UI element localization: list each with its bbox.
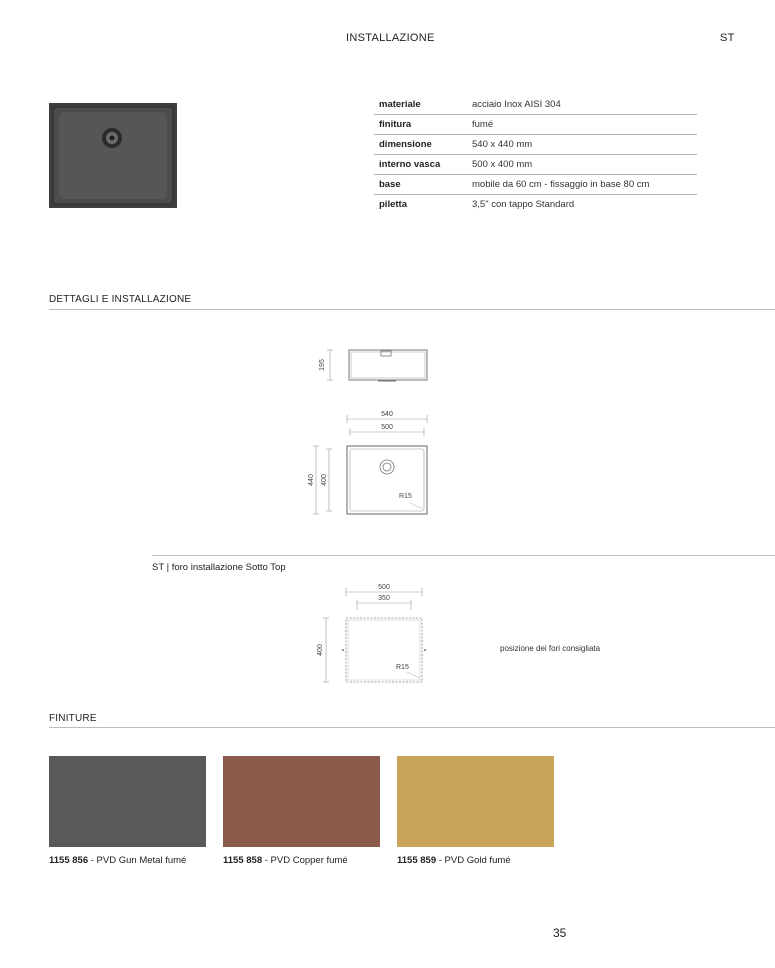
page-header-title: INSTALLAZIONE [346,32,435,44]
spec-value: fumé [472,115,697,135]
finish-name: - PVD Gun Metal fumé [88,855,187,866]
finish-name: - PVD Copper fumé [262,855,348,866]
cutout-note: posizione dei fori consigliata [500,644,601,653]
finish-name: - PVD Gold fumé [436,855,511,866]
finish-code: 1155 856 [49,855,89,866]
cutout-hole-spacing-label: 350 [378,595,390,602]
spec-row [374,155,697,175]
finish-label [397,855,511,866]
spec-row [374,95,697,115]
top-inner-width-label: 500 [381,424,393,431]
finish-swatch-gold [397,756,554,847]
spec-key: interno vasca [374,155,472,175]
spec-row [374,195,697,215]
section-title-details: DETTAGLI E INSTALLAZIONE [49,294,192,305]
spec-key: dimensione [374,135,472,155]
cutout-height-label: 400 [317,644,324,656]
cutout-width-label: 500 [378,584,390,591]
section-divider [49,309,775,310]
top-outer-height-label: 440 [308,474,315,486]
spec-value: 540 x 440 mm [472,135,697,155]
finish-label [223,855,348,866]
finish-swatch-gun-metal [49,756,206,847]
page-header-code: ST [720,32,735,44]
finish-code: 1155 859 [397,855,437,866]
side-depth-label: 195 [319,359,326,371]
cutout-drawing [310,580,435,688]
spec-key: materiale [374,95,472,115]
top-inner-height-label: 400 [321,474,328,486]
top-radius-label: R15 [399,493,412,500]
section-title-finishes: FINITURE [49,713,97,724]
spec-key: piletta [379,199,407,210]
cutout-radius-label: R15 [396,664,409,671]
spec-row [374,115,697,135]
spec-key: finitura [374,115,472,135]
spec-row [374,175,697,195]
install-section-title: ST | foro installazione Sotto Top [152,562,286,573]
finish-label [49,855,186,866]
spec-value: 3,5" con tappo Standard [472,199,575,210]
product-image [49,103,177,208]
side-view-drawing [310,344,435,386]
specs-table [374,95,697,214]
top-outer-width-label: 540 [381,411,393,418]
spec-row [374,135,697,155]
install-divider [152,555,775,556]
finish-swatch-copper [223,756,380,847]
top-view-drawing [304,405,439,517]
spec-value: acciaio Inox AISI 304 [472,95,697,115]
section-divider [49,727,775,728]
page-number: 35 [553,926,567,940]
finish-code: 1155 858 [223,855,263,866]
spec-value: 500 x 400 mm [472,155,697,175]
spec-value: mobile da 60 cm - fissaggio in base 80 cm [472,175,697,195]
spec-key: base [374,175,472,195]
